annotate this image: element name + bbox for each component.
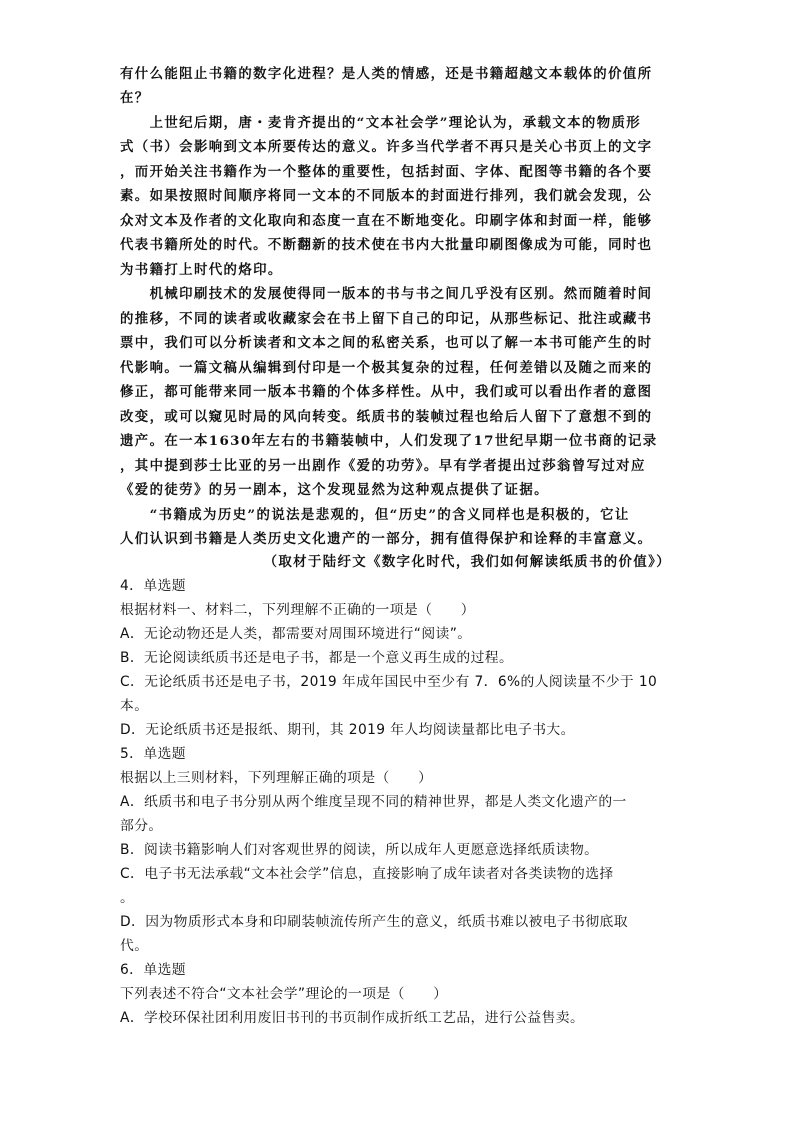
- passage-line: 在？: [120, 90, 150, 106]
- option-c-cont: 。: [120, 890, 135, 906]
- question-stem: 根据以上三则材料，下列理解正确的项是（ ）: [120, 770, 433, 786]
- option-a: A．无论动物还是人类，都需要对周围环境进行“阅读”。: [120, 626, 472, 642]
- option-c: C．电子书无法承载“文本社会学”信息，直接影响了成年读者对各类读物的选择: [120, 866, 614, 882]
- passage-line: 式（书）会影响到文本所要传达的意义。许多当代学者不再只是关心书页上的文字: [120, 139, 653, 155]
- option-b: B．无论阅读纸质书还是电子书，都是一个意义再生成的过程。: [120, 650, 514, 666]
- option-d: D．因为物质形式本身和印刷装帧流传所产生的意义，纸质书难以被电子书彻底取: [120, 914, 628, 930]
- passage-line: ，其中提到莎士比亚的另一出剧作《爱的功劳》。早有学者提出过莎翁曾写过对应: [120, 458, 646, 474]
- passage-line: 修正，都可能带来同一版本书籍的个体多样性。从中，我们或可以看出作者的意图: [120, 384, 653, 400]
- passage-line: 遗产。在一本1630年左右的书籍装帧中，人们发现了17世纪早期一位书商的记录: [120, 433, 658, 449]
- passage-line: 人们认识到书籍是人类历史文化遗产的一部分，拥有值得保护和诠释的丰富意义。: [120, 531, 653, 547]
- passage-line: 上世纪后期，唐・麦肯齐提出的“文本社会学”理论认为，承载文本的物质形: [120, 115, 642, 131]
- passage-line: 代表书籍所处的时代。不断翻新的技术使在书内大批量印刷图像成为可能，同时也: [120, 237, 653, 253]
- question-number: 5．单选题: [120, 746, 186, 762]
- option-a: A．纸质书和电子书分别从两个维度呈现不同的精神世界，都是人类文化遗产的一: [120, 794, 627, 810]
- passage-line: 改变，或可以窥见时局的风向转变。纸质书的装帧过程也给后人留下了意想不到的: [120, 409, 653, 425]
- question-stem: 下列表述不符合“文本社会学”理论的一项是（ ）: [120, 986, 448, 1002]
- passage-line: 素。如果按照时间顺序将同一文本的不同版本的封面进行排列，我们就会发现，公: [120, 188, 653, 204]
- passage-line: 票中，我们可以分析读者和文本之间的私密关系，也可以了解一本书可能产生的时: [120, 335, 653, 351]
- option-b: B．阅读书籍影响人们对客观世界的阅读，所以成年人更愿意选择纸质读物。: [120, 842, 599, 858]
- passage-line: “书籍成为历史”的说法是悲观的，但“历史”的含义同样也是积极的，它让: [120, 507, 630, 523]
- passage-line: 代影响。一篇文稿从编辑到付印是一个极其复杂的过程，任何差错以及随之而来的: [120, 360, 653, 376]
- option-d: D．无论纸质书还是报纸、期刊，其 2019 年人均阅读量都比电子书大。: [120, 722, 575, 738]
- passage-line: 有什么能阻止书籍的数字化进程？是人类的情感，还是书籍超越文本载体的价值所: [120, 66, 653, 82]
- option-c-cont: 本。: [120, 698, 149, 714]
- passage-line: 为书籍打上时代的烙印。: [120, 262, 283, 278]
- option-a-cont: 部分。: [120, 818, 163, 834]
- question-number: 6．单选题: [120, 962, 186, 978]
- passage-line: 众对文本及作者的文化取向和态度一直在不断地变化。印刷字体和封面一样，能够: [120, 213, 653, 229]
- question-stem: 根据材料一、材料二，下列理解不正确的一项是（ ）: [120, 602, 475, 618]
- passage-source: （取材于陆纡文《数字化时代，我们如何解读纸质书的价值》）: [263, 554, 671, 570]
- question-number: 4．单选题: [120, 578, 186, 594]
- option-a: A．学校环保社团利用废旧书刊的书页制作成折纸工艺品，进行公益售卖。: [120, 1010, 585, 1026]
- option-c: C．无论纸质书还是电子书，2019 年成年国民中至少有 7．6%的人阅读量不少于 10: [120, 674, 658, 690]
- passage-line: 机械印刷技术的发展使得同一版本的书与书之间几乎没有区别。然而随着时间: [120, 286, 653, 302]
- option-d-cont: 代。: [120, 938, 149, 954]
- passage-line: 《爱的徒劳》的另一剧本，这个发现显然为这种观点提供了证据。: [120, 482, 549, 498]
- passage-line: 的推移，不同的读者或收藏家会在书上留下自己的印记，从那些标记、批注或藏书: [120, 311, 653, 327]
- passage-line: ，而开始关注书籍作为一个整体的重要性，包括封面、字体、配图等书籍的各个要: [120, 164, 653, 180]
